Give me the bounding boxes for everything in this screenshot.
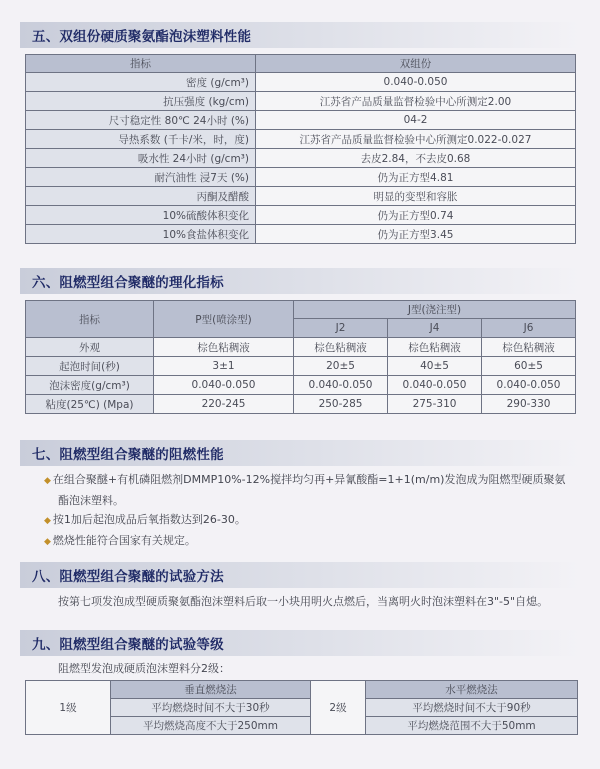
row-value: 去皮2.84，不去皮0.68 <box>256 149 576 168</box>
row-value: 250-285 <box>294 395 388 414</box>
row-value: 江苏省产品质量监督检验中心所测定2.00 <box>256 92 576 111</box>
row-value: 明显的变型和容胀 <box>256 187 576 206</box>
grade-table <box>25 680 578 735</box>
table-row <box>26 187 576 206</box>
row-label: 吸水性 24小时 (g/cm³) <box>26 149 256 168</box>
section-7-title: 七、阻燃型组合聚醚的阻燃性能 <box>32 447 224 463</box>
horizontal-burning-header: 水平燃烧法 <box>366 681 578 699</box>
flame-retardant-text <box>44 470 584 552</box>
row-value: 棕色粘稠液 <box>294 338 388 357</box>
row-value: 40±5 <box>388 357 482 376</box>
table-row <box>26 206 576 225</box>
row-label: 抗压强度 (kg/cm) <box>26 92 256 111</box>
row-label: 尺寸稳定性 80℃ 24小时 (%) <box>26 111 256 130</box>
table-row <box>26 92 576 111</box>
test-method-text: 按第七项发泡成型硬质聚氨酯泡沫塑料后取一小块用明火点燃后，当离明火时泡沫塑料在3"-5"自熄。 <box>58 595 549 608</box>
row-label: 起泡时间(秒) <box>26 357 154 376</box>
horizontal-burning-range: 平均燃烧范围不大于50mm <box>366 717 578 735</box>
grade-1-label: 1级 <box>26 681 111 735</box>
row-value: 275-310 <box>388 395 482 414</box>
column-header-two-component: 双组份 <box>256 55 576 73</box>
grade-intro-text: 阻燃型发泡成硬质泡沫塑料分2级： <box>58 662 230 675</box>
table-row <box>26 225 576 244</box>
row-value: 60±5 <box>482 357 576 376</box>
section-6-header <box>20 268 580 294</box>
row-value: 仍为正方型4.81 <box>256 168 576 187</box>
row-label: 外观 <box>26 338 154 357</box>
row-value: 仍为正方型3.45 <box>256 225 576 244</box>
horizontal-burning-time: 平均燃烧时间不大于90秒 <box>366 699 578 717</box>
table-row <box>26 376 576 395</box>
row-label: 粘度(25℃) (Mpa) <box>26 395 154 414</box>
table-row <box>26 130 576 149</box>
grade-2-label: 2级 <box>311 681 366 735</box>
section-5-header <box>20 22 580 48</box>
table-row <box>26 149 576 168</box>
row-value: 棕色粘稠液 <box>388 338 482 357</box>
section-9-header <box>20 630 580 656</box>
row-value: 20±5 <box>294 357 388 376</box>
row-value: 0.040-0.050 <box>388 376 482 395</box>
section-5-title: 五、双组份硬质聚氨酯泡沫塑料性能 <box>32 29 252 45</box>
row-value: 04-2 <box>256 111 576 130</box>
row-label: 泡沫密度(g/cm³) <box>26 376 154 395</box>
column-header-j2: J2 <box>294 319 388 338</box>
vertical-burning-height: 平均燃烧高度不大于250mm <box>111 717 311 735</box>
table-row <box>26 111 576 130</box>
section-6-title: 六、阻燃型组合聚醚的理化指标 <box>32 275 224 291</box>
bullet-item: ◆ 按1加后起泡成品后氧指数达到26-30。 <box>44 513 246 526</box>
diamond-bullet-icon: ◆ <box>44 476 51 486</box>
row-label: 导热系数 (千卡/米，时，度) <box>26 130 256 149</box>
row-value: 仍为正方型0.74 <box>256 206 576 225</box>
row-label: 密度 (g/cm³) <box>26 73 256 92</box>
row-value: 0.040-0.050 <box>154 376 294 395</box>
properties-table <box>25 54 576 244</box>
section-8-title: 八、阻燃型组合聚醚的试验方法 <box>32 569 224 585</box>
table-row <box>26 168 576 187</box>
table-row <box>26 73 576 92</box>
row-value: 290-330 <box>482 395 576 414</box>
row-value: 0.040-0.050 <box>256 73 576 92</box>
row-value: 3±1 <box>154 357 294 376</box>
column-header-j6: J6 <box>482 319 576 338</box>
vertical-burning-header: 垂直燃烧法 <box>111 681 311 699</box>
bullet-item: ◆ 在组合聚醚+有机磷阻燃剂DMMP10%-12%搅拌均匀再+异氰酸酯=1+1(m/m)发泡成为阻燃型硬质聚氨 <box>44 473 566 486</box>
table-row <box>26 357 576 376</box>
column-header-j-type: J型(浇注型) <box>294 301 576 319</box>
row-value: 棕色粘稠液 <box>154 338 294 357</box>
polyether-index-table <box>25 300 576 414</box>
table-row <box>26 338 576 357</box>
row-label: 耐汽油性 浸7天 (%) <box>26 168 256 187</box>
row-value: 0.040-0.050 <box>482 376 576 395</box>
row-label: 10%硫酸体积变化 <box>26 206 256 225</box>
row-label: 丙酮及醋酸 <box>26 187 256 206</box>
diamond-bullet-icon: ◆ <box>44 516 51 526</box>
section-7-header <box>20 440 580 466</box>
column-header-index: 指标 <box>26 55 256 73</box>
column-header-j4: J4 <box>388 319 482 338</box>
bullet-continuation: 酯泡沫塑料。 <box>58 494 124 507</box>
column-header-index: 指标 <box>26 301 154 338</box>
vertical-burning-time: 平均燃烧时间不大于30秒 <box>111 699 311 717</box>
row-value: 江苏省产品质量监督检验中心所测定0.022-0.027 <box>256 130 576 149</box>
row-value: 220-245 <box>154 395 294 414</box>
column-header-p-type: P型(喷涂型) <box>154 301 294 338</box>
section-9-title: 九、阻燃型组合聚醚的试验等级 <box>32 637 224 653</box>
row-label: 10%食盐体积变化 <box>26 225 256 244</box>
table-row <box>26 395 576 414</box>
diamond-bullet-icon: ◆ <box>44 537 51 547</box>
bullet-item: ◆ 燃烧性能符合国家有关规定。 <box>44 534 196 547</box>
row-value: 棕色粘稠液 <box>482 338 576 357</box>
row-value: 0.040-0.050 <box>294 376 388 395</box>
section-8-header <box>20 562 580 588</box>
